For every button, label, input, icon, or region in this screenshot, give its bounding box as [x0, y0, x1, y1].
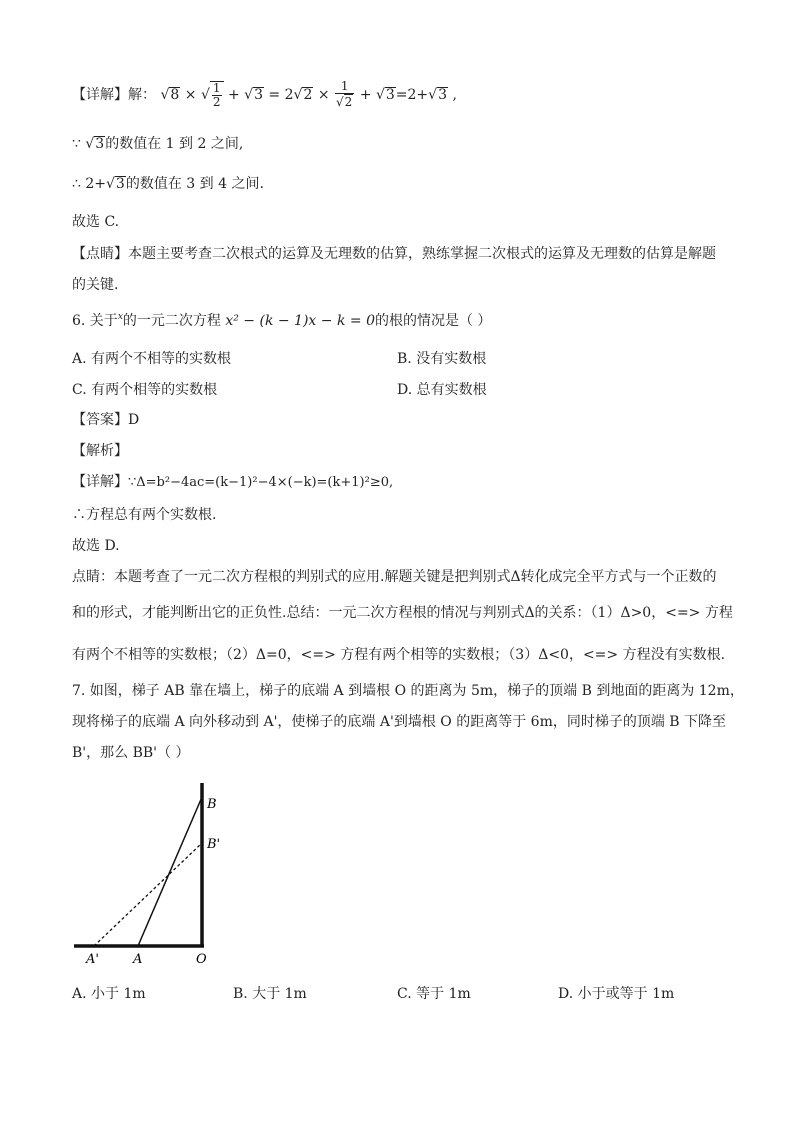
q5-comment-2: 的关键.: [72, 277, 119, 293]
q5-detail-line: 【详解】解： √8 × √ $\frac{1}{2}$ + √3 = 2√2 × $\frac{1}{√2}$ + √3=2+√3 ,: [72, 79, 457, 109]
q7-option-b[interactable]: B. 大于 1m: [233, 986, 307, 1002]
q6-choose: 故选 D.: [72, 538, 120, 554]
label-A-prime: A': [86, 952, 99, 967]
sqrt-8: √8: [160, 87, 180, 103]
q6-conclusion: ∴方程总有两个实数根.: [72, 507, 217, 523]
q6-detail: 【详解】∵Δ=b²−4ac=(k−1)²−4×(−k)=(k+1)²≥0,: [72, 474, 394, 490]
q7-option-a[interactable]: A. 小于 1m: [72, 986, 146, 1002]
q7-option-d[interactable]: D. 小于或等于 1m: [558, 986, 675, 1002]
ladder-figure: [60, 775, 250, 970]
q5-comment-1: 【点睛】本题主要考查二次根式的运算及无理数的估算，熟练掌握二次根式的运算及无理数的估算是解题: [72, 246, 716, 262]
label-O: O: [196, 952, 207, 967]
q6-answer: 【答案】D: [72, 412, 140, 428]
label-B: B: [207, 797, 217, 812]
ladder-ab: [138, 797, 202, 946]
q6-comment-1: 点睛：本题考查了一元二次方程根的判别式的应用.解题关键是把判别式Δ转化成完全平方式与一个正数的: [72, 569, 717, 585]
q6-comment-2: 和的形式，才能判断出它的正负性.总结：一元二次方程根的情况与判别式Δ的关系：（1）Δ>0，<=> 方程: [72, 605, 733, 621]
q6-option-d[interactable]: D. 总有实数根: [397, 382, 487, 398]
q7-stem-2: 现将梯子的底端 A 向外移动到 A'，使梯子的底端 A'到墙根 O 的距离等于 6m，同时梯子的顶端 B 下降至: [72, 714, 727, 730]
q6-stem: 6. 关于$^x$的一元二次方程 x² − (k − 1)x − k = 0的根的情况是（ ）: [72, 312, 492, 329]
label-B-prime: B': [207, 837, 221, 852]
q6-option-b[interactable]: B. 没有实数根: [397, 351, 487, 367]
q6-comment-3: 有两个不相等的实数根；（2）Δ=0，<=> 方程有两个相等的实数根；（3）Δ<0，<=> 方程没有实数根.: [72, 647, 726, 663]
q7-stem-1: 7. 如图，梯子 AB 靠在墙上，梯子的底端 A 到墙根 O 的距离为 5m，梯子的顶端 B 到地面的距离为 12m，: [72, 683, 744, 699]
q5-line-3: ∴ 2+√3的数值在 3 到 4 之间.: [72, 176, 264, 192]
detail-label: 【详解】: [72, 87, 128, 103]
q6-option-c[interactable]: C. 有两个相等的实数根: [72, 382, 218, 398]
q6-analysis-label: 【解析】: [72, 443, 128, 459]
q7-stem-3: B'，那么 BB'（ ）: [72, 745, 190, 761]
q6-equation: x² − (k − 1)x − k = 0: [225, 313, 375, 329]
q5-choose: 故选 C.: [72, 214, 120, 230]
ladder-a-prime-b-prime: [94, 843, 202, 946]
q7-option-c[interactable]: C. 等于 1m: [397, 986, 471, 1002]
q5-line-2: ∵ √3的数值在 1 到 2 之间,: [72, 136, 244, 152]
q6-option-a[interactable]: A. 有两个不相等的实数根: [72, 351, 232, 367]
label-A: A: [133, 952, 143, 967]
